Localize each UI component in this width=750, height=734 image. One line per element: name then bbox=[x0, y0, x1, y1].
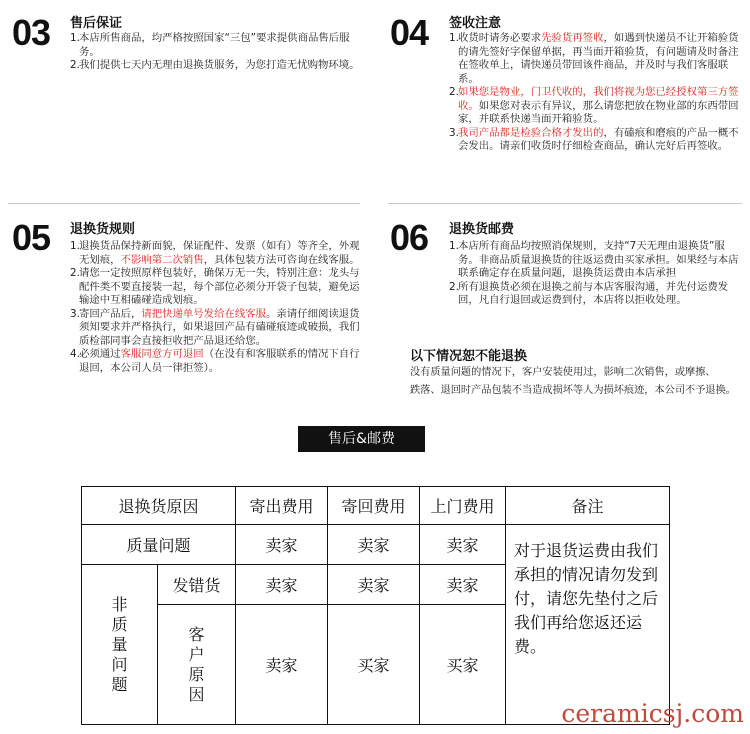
list-item-number: 3. bbox=[449, 126, 459, 139]
no-return-notice-title: 以下情况恕不能退换 bbox=[410, 349, 528, 364]
vertical-char: 量 bbox=[111, 634, 128, 654]
list-item bbox=[449, 32, 739, 86]
vertical-char: 非 bbox=[111, 594, 128, 614]
list-item-text: 如果您对表示有异议，那么请您把放在物业部的东西带回家，并联系快递当面开箱验货。 bbox=[458, 99, 739, 125]
divider-right bbox=[388, 203, 742, 204]
vertical-char: 因 bbox=[188, 684, 205, 704]
list-item bbox=[70, 267, 360, 308]
customer-send-cost: 卖家 bbox=[236, 605, 328, 725]
highlight-text: 不影响第二次销售 bbox=[120, 253, 204, 266]
list-item-text: （在没有和客服联系的情况下自行退回，本公司人员一律拒签）。 bbox=[79, 348, 360, 374]
no-return-notice-text bbox=[410, 364, 750, 400]
list-item bbox=[70, 32, 360, 59]
list-item-text: ，有磕痕和磨痕的产品一概不会发出。请亲们收货时仔细检查商品，确认完好后再签收。 bbox=[458, 126, 739, 152]
list-item-number: 1. bbox=[70, 32, 80, 44]
quality-send-cost: 卖家 bbox=[236, 525, 328, 565]
list-item bbox=[449, 127, 739, 154]
section-05-list bbox=[70, 240, 360, 375]
list-item bbox=[70, 348, 360, 375]
non-quality-label bbox=[82, 565, 158, 725]
list-item-number: 1. bbox=[449, 240, 459, 252]
list-item-text: 收货时请务必要求 bbox=[458, 32, 542, 44]
highlight-text: 客服同意方可退回 bbox=[120, 348, 204, 360]
quality-issue-label: 质量问题 bbox=[82, 525, 236, 565]
section-04-list bbox=[449, 32, 739, 154]
list-item-text: 。亲请仔细阅读退货须知要求并严格执行，如果退回产品有磕碰痕迹或破损，我们质检部同事会直接拒收把产品退还给您。 bbox=[79, 307, 360, 347]
section-03-number: 03 bbox=[12, 12, 51, 53]
list-item-number: 1. bbox=[449, 32, 459, 44]
section-04-number: 04 bbox=[390, 12, 429, 53]
header-send-cost: 寄出费用 bbox=[236, 487, 328, 525]
section-03-list bbox=[70, 32, 360, 73]
section-04-title: 签收注意 bbox=[449, 16, 502, 31]
shipping-fee-table bbox=[81, 486, 670, 725]
header-reason: 退换货原因 bbox=[82, 487, 236, 525]
list-item bbox=[449, 86, 739, 127]
vertical-char: 问 bbox=[111, 654, 128, 674]
section-06-title: 退换货邮费 bbox=[449, 222, 515, 237]
list-item-number: 2. bbox=[449, 86, 459, 98]
vertical-char: 原 bbox=[188, 664, 205, 684]
highlight-text: 请把快递单号发给在线客服 bbox=[141, 307, 267, 320]
quality-visit-cost: 卖家 bbox=[420, 525, 506, 565]
wrong-return-cost: 卖家 bbox=[328, 565, 420, 605]
header-return-cost: 寄回费用 bbox=[328, 487, 420, 525]
watermark: ceramicsj.com bbox=[561, 699, 744, 728]
no-return-notice-line-1: 没有质量问题的情况下，客户安装使用过，影响二次销售，或摩擦、 bbox=[410, 367, 716, 378]
highlight-text: 如果您是物业，门卫代收的，我们将视为您已经授权第三方签收。 bbox=[458, 86, 739, 112]
list-item bbox=[70, 308, 360, 349]
highlight-text: 先验货再签收 bbox=[541, 32, 604, 44]
section-06-number: 06 bbox=[390, 217, 429, 258]
wrong-send-cost: 卖家 bbox=[236, 565, 328, 605]
list-item-text: 本店所售商品，均严格按照国家“三包”要求提供商品售后服务。 bbox=[79, 32, 350, 58]
no-return-notice-line-2: 跌落、退回时产品包装不当造成损坏等人为损坏痕迹，本公司不予退换。 bbox=[410, 385, 736, 396]
list-item bbox=[449, 240, 739, 281]
list-item-text: ，具体包装方法可咨询在线客服。 bbox=[203, 253, 360, 266]
section-05-number: 05 bbox=[12, 217, 51, 258]
list-item-number: 3. bbox=[70, 307, 80, 320]
list-item-number: 1. bbox=[70, 240, 80, 252]
highlight-text: 我司产品都是检验合格才发出的 bbox=[458, 126, 604, 139]
list-item bbox=[449, 281, 739, 308]
after-sales-shipping-banner: 售后&邮费 bbox=[298, 426, 425, 452]
section-05-title: 退换货规则 bbox=[70, 222, 136, 237]
list-item-text: 本店所有商品均按照消保规则，支持“7天无理由退换货”服务。非商品质量退换货的往返运费由买家承担。如果经与本店联系确定存在质量问题，退换货运费由本店承担 bbox=[458, 240, 739, 279]
customer-reason-label bbox=[158, 605, 236, 725]
list-item-text: 退换货品保持新面貌，保证配件、发票（如有）等齐全，外观无划痕， bbox=[79, 240, 360, 266]
list-item-text: 寄回产品后， bbox=[79, 307, 142, 320]
vertical-char: 户 bbox=[188, 644, 205, 664]
list-item-text: 必须通过 bbox=[79, 348, 121, 360]
quality-return-cost: 卖家 bbox=[328, 525, 420, 565]
list-item bbox=[70, 59, 360, 73]
wrong-item-label: 发错货 bbox=[158, 565, 236, 605]
vertical-char: 题 bbox=[111, 674, 128, 694]
customer-return-cost: 买家 bbox=[328, 605, 420, 725]
list-item-text: 我们提供七天内无理由退换货服务，为您打造无忧购物环境。 bbox=[79, 59, 360, 71]
list-item-text: 请您一定按照原样包装好，确保万无一失，特别注意：龙头与配件类不要直接装一起，每个部位必须分开袋子包装，避免运输途中互相磕碰造成划痕。 bbox=[79, 267, 360, 306]
header-note: 备注 bbox=[506, 487, 670, 525]
list-item-text: ，如遇到快递员不让开箱验货的请先签好字保留单据，再当面开箱验货，有问题请及时备注在签收单上，请快递员带回该件商品，并及时与我们客服联系。 bbox=[458, 32, 739, 85]
list-item-number: 2. bbox=[70, 59, 80, 71]
list-item-number: 4. bbox=[70, 348, 80, 360]
wrong-visit-cost: 卖家 bbox=[420, 565, 506, 605]
customer-visit-cost: 买家 bbox=[420, 605, 506, 725]
section-06-list bbox=[449, 240, 739, 308]
list-item-number: 2. bbox=[70, 267, 80, 279]
list-item-number: 2. bbox=[449, 280, 459, 293]
header-visit-cost: 上门费用 bbox=[420, 487, 506, 525]
list-item bbox=[70, 240, 360, 267]
section-03-title: 售后保证 bbox=[70, 16, 123, 31]
note-cell: 对于退货运费由我们承担的情况请勿发到付，请您先垫付之后我们再给您返还运费。 bbox=[506, 525, 670, 725]
vertical-char: 质 bbox=[111, 614, 128, 634]
vertical-char: 客 bbox=[188, 624, 205, 644]
list-item-text: 所有退换货必须在退换之前与本店客服沟通，并先付运费发回，凡自行退回或运费到付，本店将以拒收处理。 bbox=[458, 280, 729, 306]
divider-left bbox=[8, 203, 360, 204]
